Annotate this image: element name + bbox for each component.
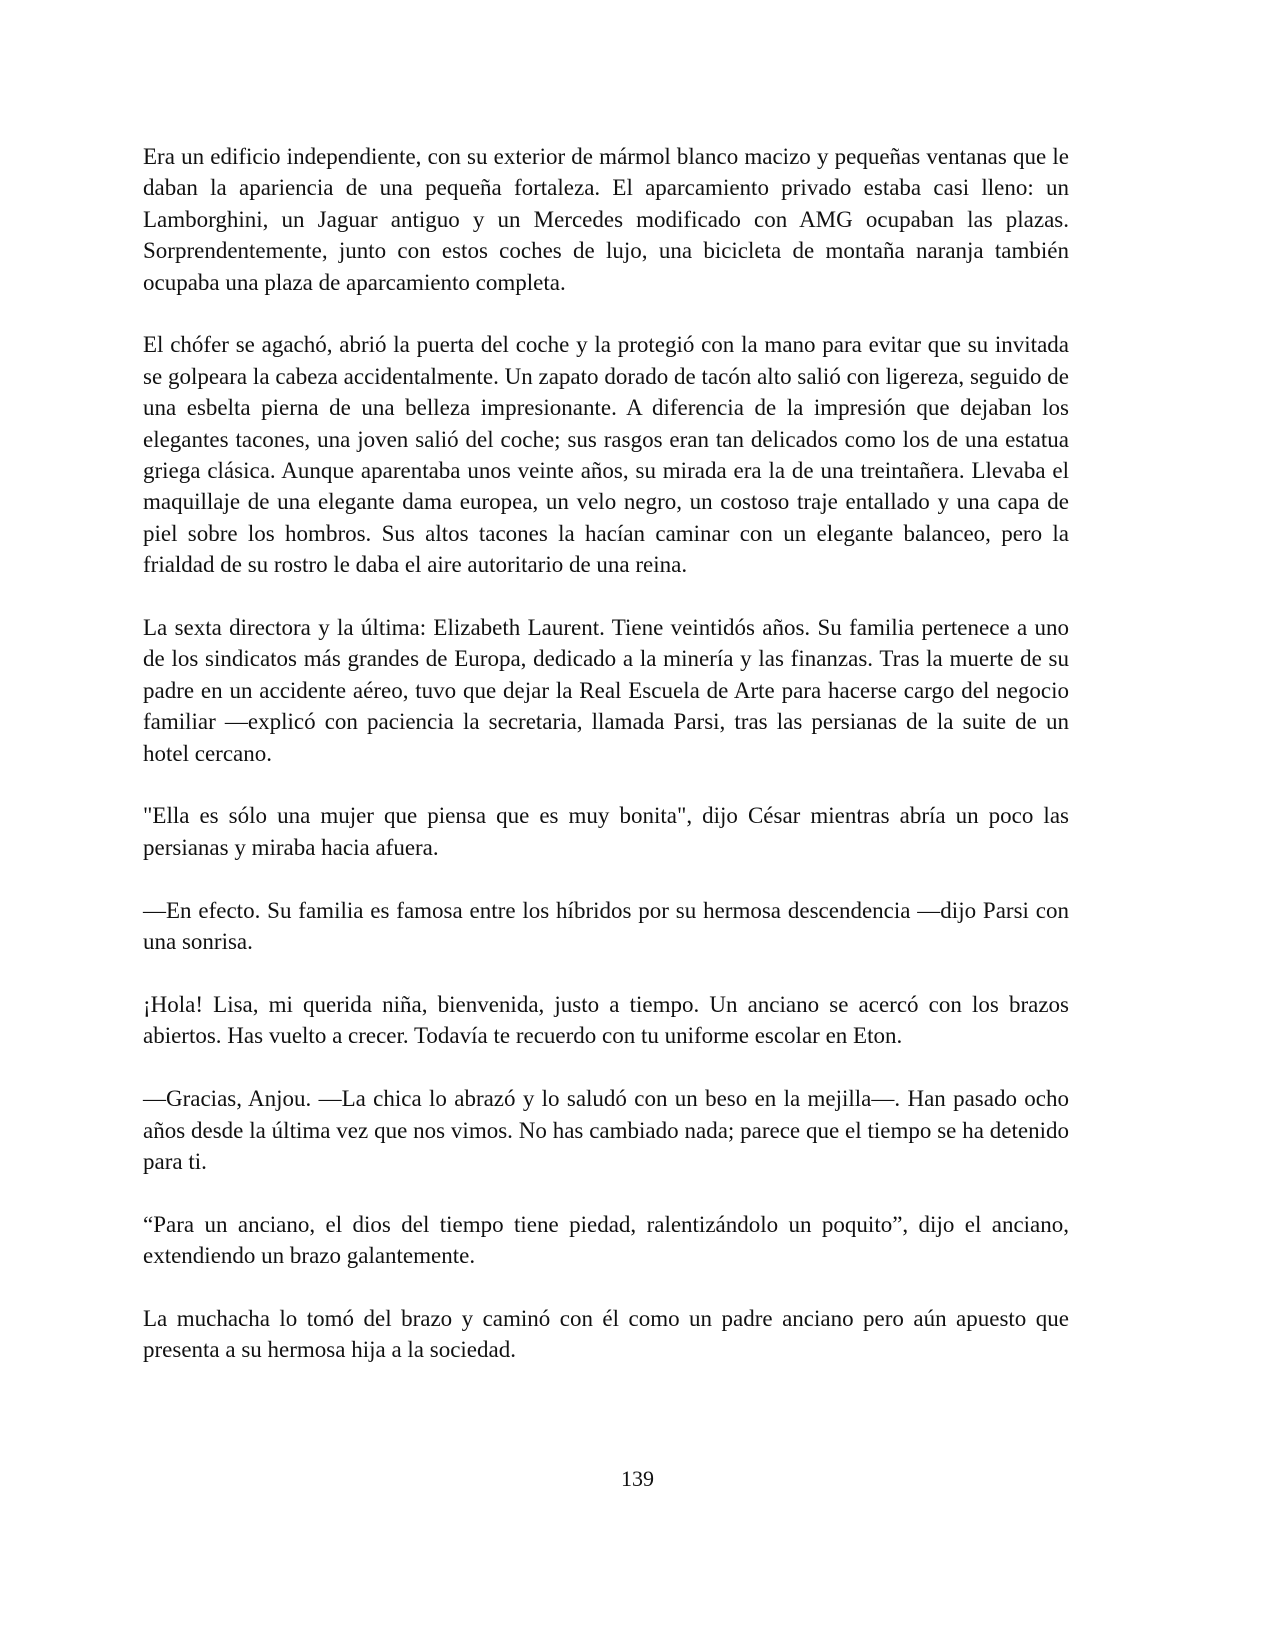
paragraph: "Ella es sólo una mujer que piensa que es muy bonita", dijo César mientras abría un poco las persianas y miraba hacia afuera. bbox=[143, 803, 1069, 860]
paragraph: ¡Hola! Lisa, mi querida niña, bienvenida, justo a tiempo. Un anciano se acercó con los brazos abiertos. Has vuelto a crecer. Todavía te recuerdo con tu uniforme escolar en Eton. bbox=[143, 991, 1069, 1049]
paragraph: El chófer se agachó, abrió la puerta del coche y la protegió con la mano para evitar que su invitada se golpeara la cabeza accidentalmente. Un zapato dorado de tacón alto salió con ligereza, seguido de una esbelta pierna de una belleza impresionante. A diferencia de la impresión que dejaban los elegantes tacones, una joven salió del coche; sus rasgos eran tan delicados como los de una estatua griega clásica. Aunque aparentaba unos veinte años, su mirada era la de una treintañera. Llevaba el maquillaje de una elegante dama europea, un velo negro, un costoso traje entallado y una capa de piel sobre los hombros. Sus altos tacones la hacían caminar con un elegante balanceo, pero la frialdad de su rostro le daba el aire autoritario de una reina. bbox=[143, 332, 1069, 578]
paragraph: La sexta directora y la última: Elizabeth Laurent. Tiene veintidós años. Su familia pertenece a uno de los sindicatos más grandes de Europa, dedicado a la minería y las finanzas. Tras la muerte de su padre en un accidente aéreo, tuvo que dejar la Real Escuela de Arte para hacerse cargo del negocio familiar —explicó con paciencia la secretaria, llamada Parsi, tras las persianas de la suite de un hotel cercano. bbox=[143, 615, 1069, 766]
paragraph: —En efecto. Su familia es famosa entre los híbridos por su hermosa descendencia —dijo Parsi con una sonrisa. bbox=[143, 897, 1069, 955]
paragraph: Era un edificio independiente, con su exterior de mármol blanco macizo y pequeñas ventanas que le daban la apariencia de una pequeña fortaleza. El aparcamiento privado estaba casi lleno: un Lamborghini, un Jaguar antiguo y un Mercedes modificado con AMG ocupaban las plazas. Sorprendentemente, junto con estos coches de lujo, una bicicleta de montaña naranja también ocupaba una plaza de aparcamiento completa. bbox=[143, 144, 1069, 295]
paragraph: “Para un anciano, el dios del tiempo tiene piedad, ralentizándolo un poquito”, dijo el anciano, extendiendo un brazo galantemente. bbox=[143, 1211, 1069, 1269]
paragraph: —Gracias, Anjou. —La chica lo abrazó y lo saludó con un beso en la mejilla—. Han pasado ocho años desde la última vez que nos vimos. No has cambiado nada; parece que el tiempo se ha detenido para ti. bbox=[143, 1086, 1069, 1174]
page-body bbox=[143, 141, 1069, 1397]
page-number: 139 bbox=[621, 1466, 654, 1491]
paragraph: La muchacha lo tomó del brazo y caminó con él como un padre anciano pero aún apuesto que presenta a su hermosa hija a la sociedad. bbox=[143, 1305, 1069, 1363]
